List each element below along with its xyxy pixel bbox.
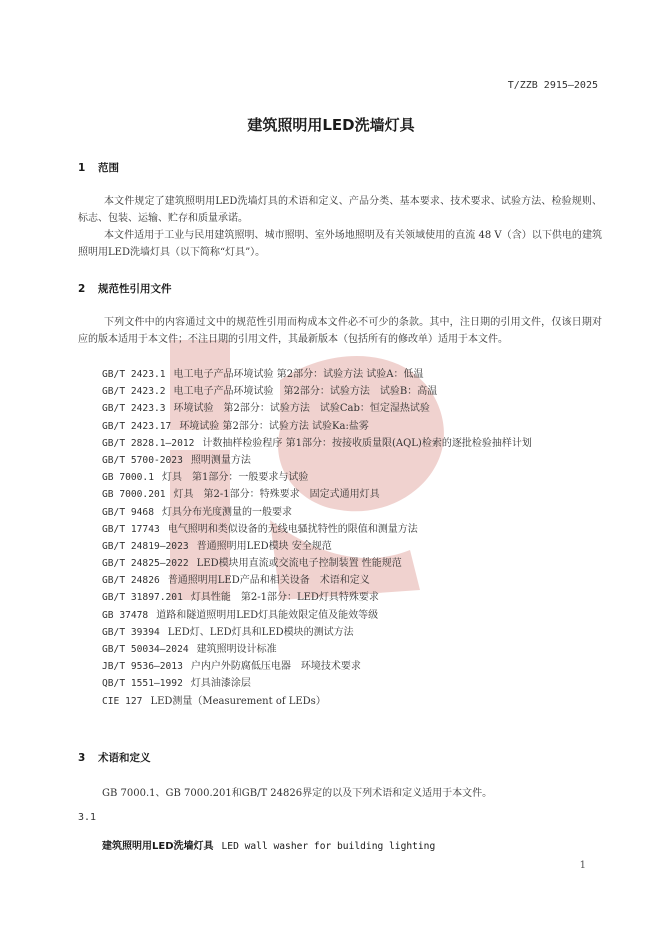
reference-title: 灯具分布光度测量的一般要求 bbox=[161, 506, 292, 518]
reference-title: LED灯、LED灯具和LED模块的测试方法 bbox=[167, 626, 354, 638]
reference-item bbox=[102, 504, 532, 521]
reference-title: 建筑照明设计标准 bbox=[196, 644, 277, 655]
reference-title: 电工电子产品环境试验 第2部分：试验方法 试验B：高温 bbox=[173, 386, 438, 398]
reference-title: 照明测量方法 bbox=[190, 454, 251, 466]
reference-title: 环境试验 第2部分：试验方法 试验Cab：恒定湿热试验 bbox=[173, 403, 430, 415]
reference-item bbox=[102, 521, 532, 538]
reference-code: GB/T 2423.17 bbox=[102, 420, 172, 432]
reference-code: GB 7000.201 bbox=[102, 489, 166, 501]
terms-intro: GB 7000.1、GB 7000.201和GB/T 24826界定的以及下列术语和定义适用于本文件。 bbox=[102, 788, 493, 799]
term-english: LED wall washer for building lighting bbox=[221, 841, 436, 852]
reference-item bbox=[102, 641, 532, 658]
section-title: 范围 bbox=[98, 162, 119, 174]
reference-item bbox=[102, 658, 532, 675]
document-id: T/ZZB 2915—2025 bbox=[507, 80, 598, 91]
reference-item bbox=[102, 435, 532, 452]
reference-item bbox=[102, 693, 532, 710]
page-number: 1 bbox=[579, 860, 586, 871]
reference-code: CIE 127 bbox=[102, 695, 143, 707]
reference-item bbox=[102, 452, 532, 469]
reference-item bbox=[102, 624, 532, 641]
reference-title: 灯具油漆涂层 bbox=[190, 678, 251, 690]
reference-title: 户内户外防腐低压电器 环境技术要求 bbox=[190, 661, 361, 673]
reference-title: 灯具 第1部分：一般要求与试验 bbox=[161, 472, 309, 484]
reference-code: GB/T 2828.1—2012 bbox=[102, 437, 195, 449]
section-title: 术语和定义 bbox=[98, 752, 151, 764]
reference-title: 计数抽样检验程序 第1部分：按接收质量限(AQL)检索的逐批检验抽样计划 bbox=[202, 437, 532, 449]
section-number: 3 bbox=[78, 752, 86, 764]
reference-code: GB/T 9468 bbox=[102, 506, 154, 518]
reference-item bbox=[102, 675, 532, 692]
reference-item bbox=[102, 366, 532, 383]
reference-code: GB/T 24826 bbox=[102, 575, 160, 587]
reference-title: 普通照明用LED产品和相关设备 术语和定义 bbox=[167, 575, 370, 587]
section-number: 2 bbox=[78, 283, 86, 295]
reference-code: GB/T 5700-2023 bbox=[102, 454, 183, 466]
reference-code: GB/T 2423.3 bbox=[102, 403, 166, 415]
reference-title: 普通照明用LED模块 安全规范 bbox=[196, 540, 332, 552]
reference-item bbox=[102, 589, 532, 606]
reference-item bbox=[102, 555, 532, 572]
reference-title: 电气照明和类似设备的无线电骚扰特性的限值和测量方法 bbox=[167, 523, 418, 535]
reference-code: GB/T 31897.201 bbox=[102, 592, 183, 604]
reference-code: GB/T 24819—2023 bbox=[102, 540, 189, 552]
term-chinese: 建筑照明用LED洗墙灯具 bbox=[102, 841, 214, 852]
section-title: 规范性引用文件 bbox=[98, 283, 172, 295]
reference-code: GB/T 50034—2024 bbox=[102, 644, 189, 655]
section-heading-scope bbox=[78, 160, 119, 175]
term-entry bbox=[102, 837, 435, 852]
reference-title: LED模块用直流或交流电子控制装置 性能规范 bbox=[196, 558, 402, 570]
reference-item bbox=[102, 383, 532, 400]
reference-item bbox=[102, 572, 532, 589]
reference-item bbox=[102, 538, 532, 555]
reference-item bbox=[102, 607, 532, 624]
reference-title: 灯具 第2-1部分：特殊要求 固定式通用灯具 bbox=[173, 489, 380, 501]
reference-code: GB 7000.1 bbox=[102, 472, 154, 484]
reference-code: GB 37478 bbox=[102, 609, 149, 621]
section-number: 1 bbox=[78, 162, 86, 174]
reference-title: 电工电子产品环境试验 第2部分：试验方法 试验A：低温 bbox=[173, 369, 424, 380]
reference-code: GB/T 2423.1 bbox=[102, 369, 166, 380]
section-heading-terms bbox=[78, 750, 151, 765]
reference-code: GB/T 2423.2 bbox=[102, 386, 166, 398]
refs-intro: 下列文件中的内容通过文中的规范性引用而构成本文件必不可少的条款。其中，注日期的引用文件，仅该日期对应的版本适用于本文件；不注日期的引用文件，其最新版本（包括所有的修改单）适用于本文件。 bbox=[78, 317, 602, 345]
reference-code: QB/T 1551—1992 bbox=[102, 678, 183, 690]
section-heading-refs bbox=[78, 281, 172, 296]
reference-list bbox=[102, 366, 532, 710]
reference-item bbox=[102, 400, 532, 417]
scope-paragraph-2: 本文件适用于工业与民用建筑照明、城市照明、室外场地照明及有关领域使用的直流 48 V（含）以下供电的建筑照明用LED洗墙灯具（以下简称“灯具”）。 bbox=[78, 230, 602, 258]
reference-title: LED测量（Measurement of LEDs） bbox=[150, 695, 326, 707]
reference-code: GB/T 17743 bbox=[102, 523, 160, 535]
reference-title: 灯具性能 第2-1部分：LED灯具特殊要求 bbox=[190, 592, 379, 604]
term-number: 3.1 bbox=[78, 812, 97, 823]
reference-code: JB/T 9536—2013 bbox=[102, 661, 183, 673]
reference-code: GB/T 24825—2022 bbox=[102, 558, 189, 570]
reference-code: GB/T 39394 bbox=[102, 626, 160, 638]
document-title: 建筑照明用LED洗墙灯具 bbox=[247, 116, 415, 134]
reference-item bbox=[102, 469, 532, 486]
reference-item bbox=[102, 418, 532, 435]
scope-paragraph-1: 本文件规定了建筑照明用LED洗墙灯具的术语和定义、产品分类、基本要求、技术要求、试验方法、检验规则、标志、包装、运输、贮存和质量承诺。 bbox=[78, 196, 602, 224]
reference-title: 道路和隧道照明用LED灯具能效限定值及能效等级 bbox=[156, 609, 379, 621]
reference-title: 环境试验 第2部分：试验方法 试验Ka:盐雾 bbox=[179, 420, 369, 432]
reference-item bbox=[102, 486, 532, 503]
